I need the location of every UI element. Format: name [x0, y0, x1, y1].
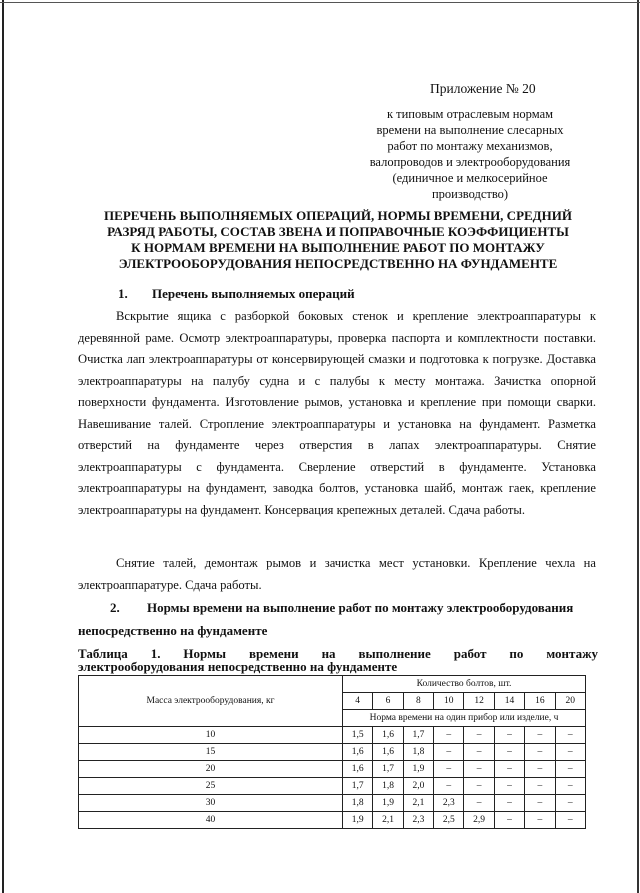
norm-cell: –: [494, 812, 524, 829]
norm-cell: 2,1: [403, 795, 433, 812]
norm-cell: –: [494, 761, 524, 778]
heading-line: РАЗРЯД РАБОТЫ, СОСТАВ ЗВЕНА И ПОПРАВОЧНЫЕ КОЭФФИЦИЕНТЫ: [107, 224, 569, 239]
bolt-count: 20: [555, 693, 585, 710]
heading-line: ПЕРЕЧЕНЬ ВЫПОЛНЯЕМЫХ ОПЕРАЦИЙ, НОРМЫ ВРЕМЕНИ, СРЕДНИЙ: [104, 208, 572, 223]
norm-cell: –: [525, 778, 555, 795]
norm-cell: –: [464, 744, 494, 761]
norm-cell: –: [555, 727, 585, 744]
bolt-count: 4: [343, 693, 373, 710]
mass-cell: 20: [79, 761, 343, 778]
appendix-subtitle: [330, 106, 610, 202]
scan-edge-left: [2, 0, 4, 893]
norm-cell: 1,9: [343, 812, 373, 829]
norm-cell: –: [555, 778, 585, 795]
norm-cell: –: [434, 761, 464, 778]
norm-cell: –: [464, 795, 494, 812]
norm-cell: –: [434, 744, 464, 761]
norm-cell: –: [525, 727, 555, 744]
bolts-header: Количество болтов, шт.: [343, 676, 586, 693]
bolt-count: 6: [373, 693, 403, 710]
norm-cell: –: [434, 778, 464, 795]
bolt-count: 8: [403, 693, 433, 710]
table-header-row: [79, 676, 586, 693]
heading-line: К НОРМАМ ВРЕМЕНИ НА ВЫПОЛНЕНИЕ РАБОТ ПО МОНТАЖУ: [131, 240, 545, 255]
norm-cell: 1,6: [343, 744, 373, 761]
norm-cell: –: [555, 812, 585, 829]
mass-cell: 10: [79, 727, 343, 744]
table-row: [79, 812, 586, 829]
appendix-subtitle-line: валопроводов и электрооборудования: [369, 155, 571, 169]
bolt-count: 12: [464, 693, 494, 710]
scan-edge-right: [637, 0, 639, 893]
section1-number: 1.: [118, 286, 128, 301]
section2-number: 2.: [110, 600, 120, 615]
table-row: [79, 795, 586, 812]
norm-cell: 2,0: [403, 778, 433, 795]
table-row: [79, 761, 586, 778]
norm-cell: 2,5: [434, 812, 464, 829]
norm-cell: –: [555, 761, 585, 778]
norm-cell: 1,7: [373, 761, 403, 778]
mass-cell: 30: [79, 795, 343, 812]
norm-cell: 1,5: [343, 727, 373, 744]
norm-cell: –: [555, 744, 585, 761]
table1-title-line1: Таблица 1. Нормы времени на выполнение работ по монтажу: [78, 646, 598, 661]
bolt-count: 16: [525, 693, 555, 710]
norm-cell: 2,1: [373, 812, 403, 829]
norm-cell: 1,7: [403, 727, 433, 744]
table1-title-line2: электрооборудования непосредственно на фундаменте: [78, 659, 398, 674]
norm-cell: –: [494, 778, 524, 795]
norm-cell: –: [464, 727, 494, 744]
appendix-subtitle-line: к типовым отраслевым нормам: [386, 107, 554, 121]
document-heading: [78, 208, 598, 272]
heading-line: ЭЛЕКТРООБОРУДОВАНИЯ НЕПОСРЕДСТВЕННО НА ФУНДАМЕНТЕ: [118, 256, 558, 271]
norm-cell: –: [525, 744, 555, 761]
norm-cell: 1,9: [373, 795, 403, 812]
norm-cell: 2,3: [403, 812, 433, 829]
appendix-subtitle-line: (единичное и мелкосерийное: [392, 171, 548, 185]
table-row: [79, 778, 586, 795]
norms-table: [78, 675, 586, 829]
table-body: [79, 727, 586, 829]
norm-cell: 1,8: [343, 795, 373, 812]
norm-cell: –: [525, 812, 555, 829]
norm-cell: 2,3: [434, 795, 464, 812]
mass-cell: 25: [79, 778, 343, 795]
norm-cell: 1,6: [373, 727, 403, 744]
appendix-subtitle-line: производство): [431, 187, 509, 201]
norm-cell: –: [555, 795, 585, 812]
norm-cell: 1,6: [373, 744, 403, 761]
bolt-count: 10: [434, 693, 464, 710]
appendix-subtitle-line: времени на выполнение слесарных: [376, 123, 564, 137]
mass-cell: 15: [79, 744, 343, 761]
norm-cell: –: [525, 795, 555, 812]
norm-cell: –: [494, 727, 524, 744]
norm-cell: 1,9: [403, 761, 433, 778]
norm-cell: –: [494, 795, 524, 812]
table-row: [79, 744, 586, 761]
appendix-subtitle-line: работ по монтажу механизмов,: [387, 139, 553, 153]
mass-header: Масса электрооборудования, кг: [79, 676, 343, 727]
norm-cell: 1,6: [343, 761, 373, 778]
norm-cell: 1,8: [403, 744, 433, 761]
table-row: [79, 727, 586, 744]
norm-cell: –: [464, 778, 494, 795]
mass-cell: 40: [79, 812, 343, 829]
norm-cell: –: [525, 761, 555, 778]
norm-cell: 1,7: [343, 778, 373, 795]
scan-edge-top: [0, 2, 640, 3]
norm-cell: –: [494, 744, 524, 761]
section1-paragraph-1: Вскрытие ящика с разборкой боковых стенок и крепление электроаппаратуры к деревянной раме. Осмотр электроаппаратуры, проверка паспорта и комплектности поставки. Очистка лап электроаппаратуры от консервирующей смазки и подготовка к погрузке. Доставка электроаппаратуры на палубу судна и с палубы к месту монтажа. Зачистка опорной поверхности фундамента. Изготовление рымов, установка и крепление при помощи сварки. Навешивание талей. Стропление электроаппаратуры и установка на фундамент. Разметка отверстий на фундаменте через отверстия в лапах электроаппаратуры. Снятие электроаппаратуры с фундамента. Сверление отверстий в фундаменте. Установка электроаппаратуры на фундамент, заводка болтов, установка шайб, монтаж гаек, крепление электроаппаратуры на фундамент. Консервация крепежных деталей. Сдача работы.: [78, 309, 596, 517]
table1-title: [78, 647, 598, 673]
norm-header: Норма времени на один прибор или изделие, ч: [343, 710, 586, 727]
norm-cell: 1,8: [373, 778, 403, 795]
bolt-count: 14: [494, 693, 524, 710]
section1-paragraph-2: Снятие талей, демонтаж рымов и зачистка мест установки. Крепление чехла на электроаппаратуре. Сдача работы.: [78, 556, 596, 592]
norm-cell: –: [464, 761, 494, 778]
section2-title-line2: непосредственно на фундаменте: [78, 623, 268, 638]
norm-cell: 2,9: [464, 812, 494, 829]
norm-cell: –: [434, 727, 464, 744]
appendix-title: Приложение № 20: [430, 81, 536, 96]
section1-title: Перечень выполняемых операций: [152, 286, 355, 301]
section2-title-line1: Нормы времени на выполнение работ по монтажу электрооборудования: [147, 600, 574, 615]
